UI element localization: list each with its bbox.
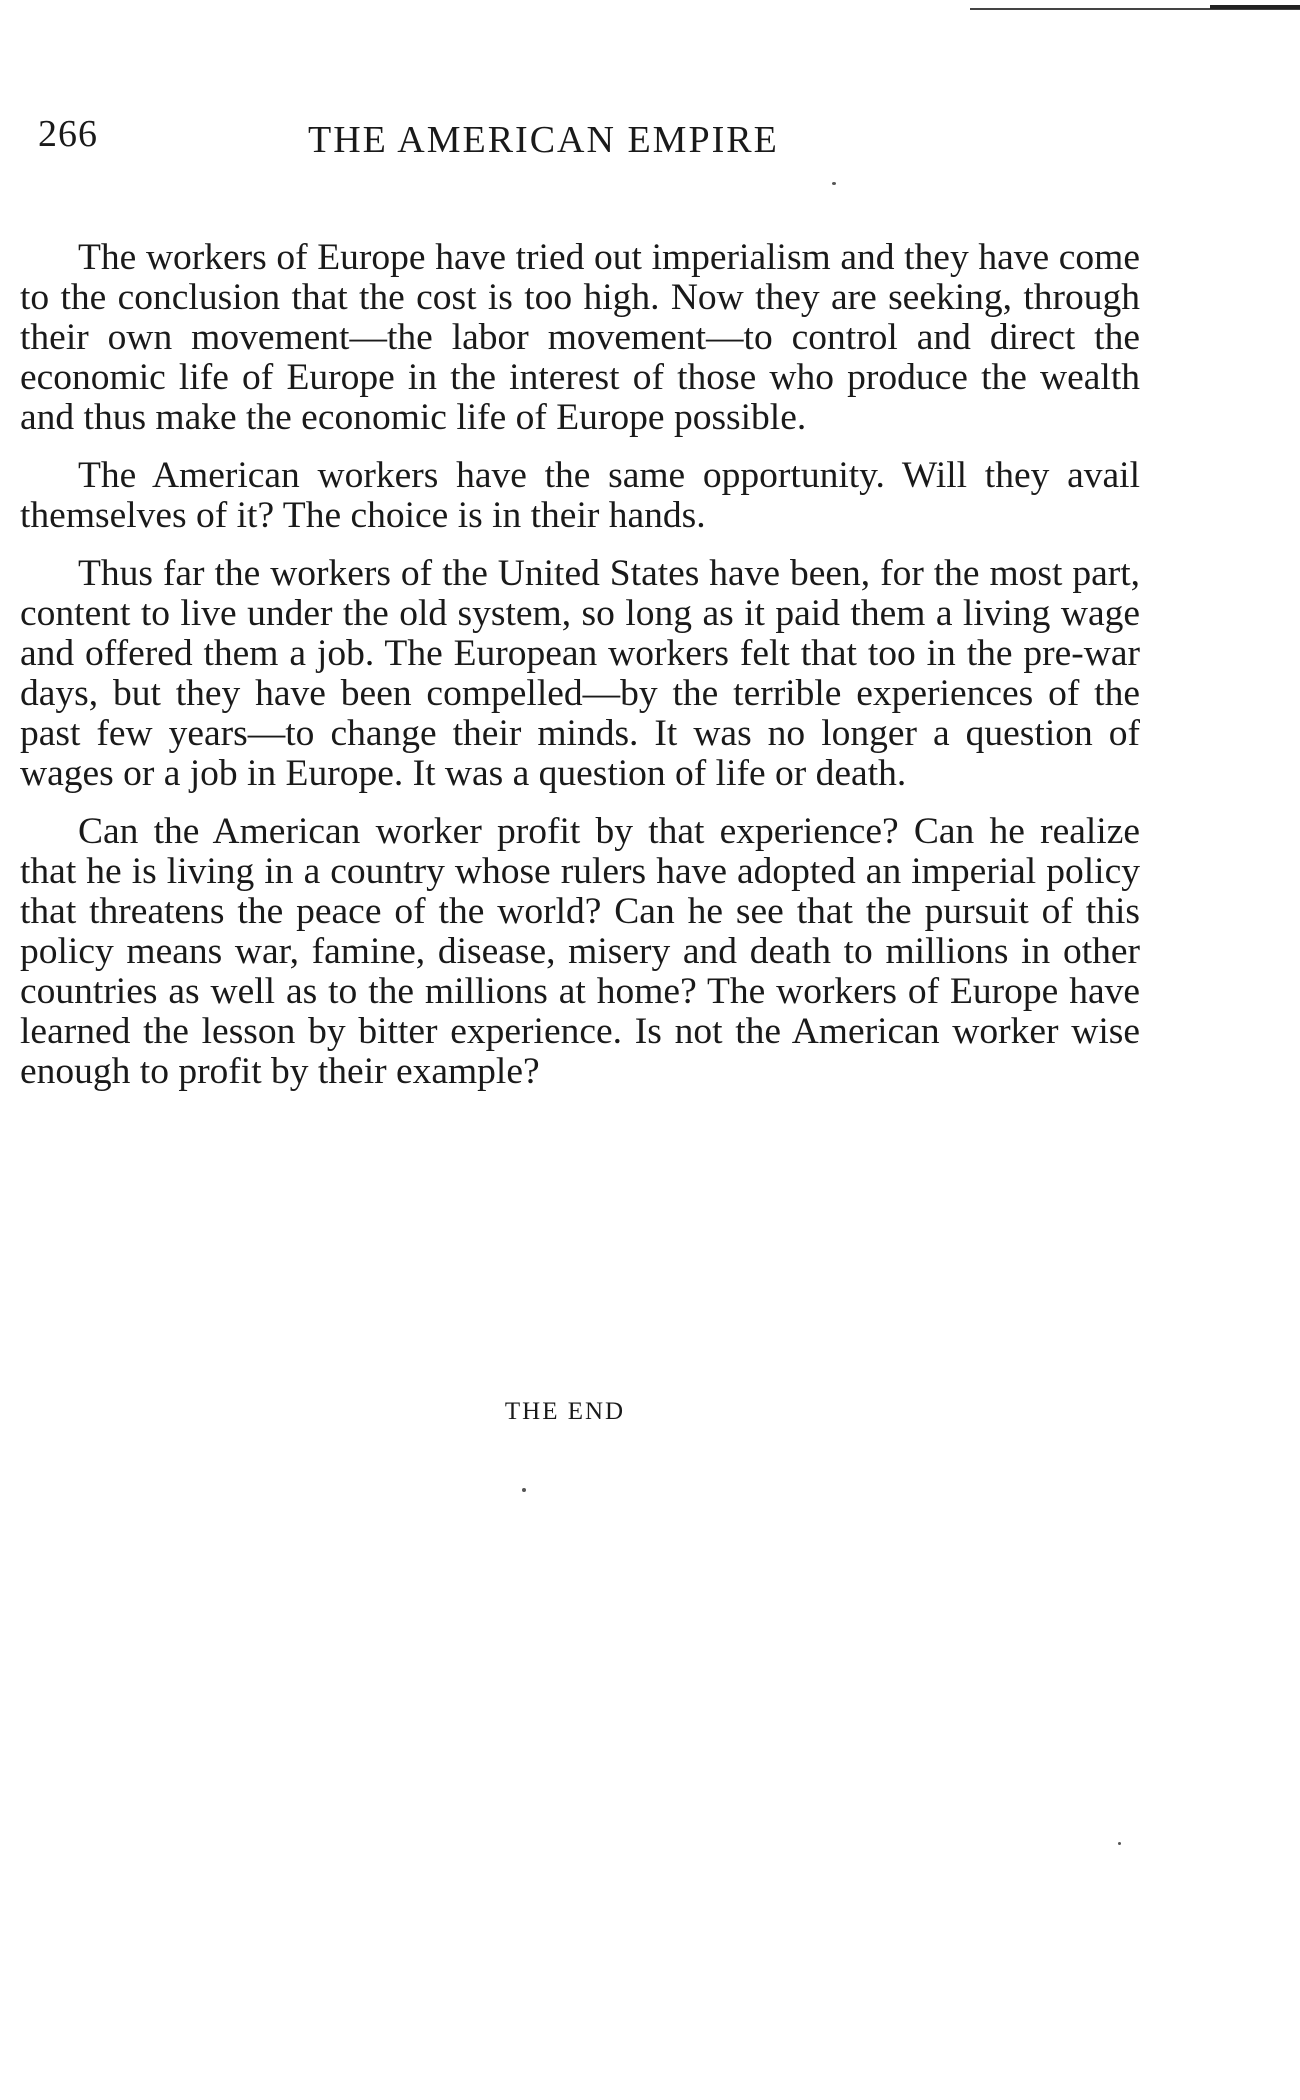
print-speck xyxy=(1118,1842,1121,1845)
page-header xyxy=(38,112,1158,172)
body-text xyxy=(20,238,1140,1110)
paragraph-4: Can the American worker profit by that experience? Can he realize that he is living in a country whose rulers have adopted an imperial policy that threatens the peace of the world? Can he see that the pursuit of this policy means war, famine, disease, misery and death to millions in other countries as well as to the millions at home? The workers of Europe have learned the lesson by bitter experience. Is not the American worker wise enough to profit by their example? xyxy=(20,811,1140,1092)
paragraph-3: Thus far the workers of the United States have been, for the most part, content to live under the old system, so long as it paid them a living wage and offered them a job. The European workers felt that too in the pre-war days, but they have been compelled—by the terrible experiences of the past few years—to change their minds. It was no longer a question of wages or a job in Europe. It was a question of life or death. xyxy=(20,553,1140,794)
paragraph-2: The American workers have the same opportunity. Will they avail themselves of it? The choice is in their hands. xyxy=(20,455,1140,536)
print-speck xyxy=(522,1488,526,1492)
print-speck xyxy=(832,182,836,185)
page-number: 266 xyxy=(38,113,98,155)
end-mark: THE END xyxy=(504,1398,626,1425)
paragraph-1: The workers of Europe have tried out imperialism and they have come to the conclusion that the cost is too high. Now they are seeking, through their own movement—the labor movement—to control and direct the economic life of Europe in the interest of those who produce the wealth and thus make the economic life of Europe possible. xyxy=(20,237,1140,438)
scan-edge-mark xyxy=(1210,5,1300,9)
running-title: THE AMERICAN EMPIRE xyxy=(308,119,779,161)
